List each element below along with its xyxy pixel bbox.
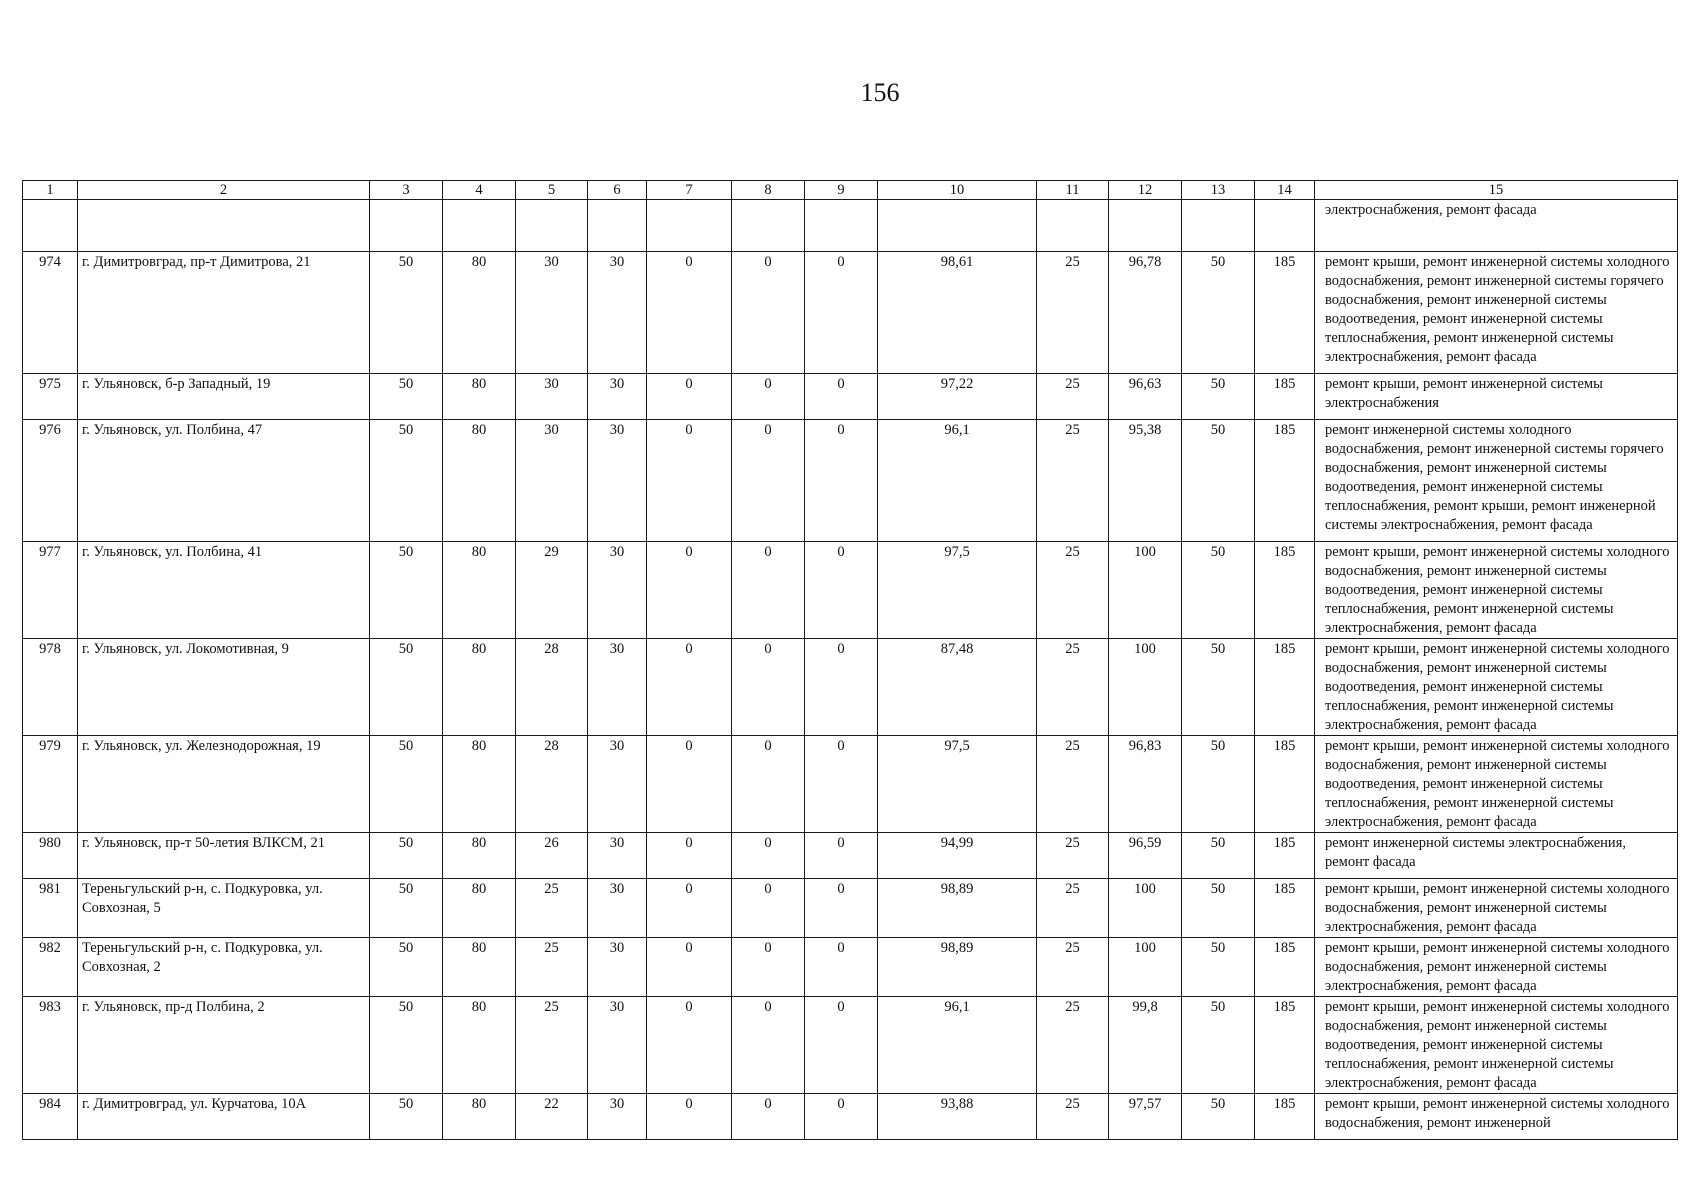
value-cell-col-11: 25 xyxy=(1037,542,1109,639)
value-cell-col-13: 50 xyxy=(1182,639,1255,736)
value-cell-col-9: 0 xyxy=(805,639,878,736)
address-cell: г. Ульяновск, ул. Полбина, 47 xyxy=(78,420,370,542)
table-row xyxy=(23,938,1678,997)
column-number-row xyxy=(23,181,1678,200)
value-cell-col-11: 25 xyxy=(1037,833,1109,879)
value-cell-col-4: 80 xyxy=(443,736,516,833)
value-cell-col-9: 0 xyxy=(805,997,878,1094)
table-header xyxy=(23,181,1678,200)
column-header-1: 1 xyxy=(23,181,78,200)
value-cell-col-7: 0 xyxy=(647,997,732,1094)
value-cell-col-9: 0 xyxy=(805,542,878,639)
value-cell-col-3: 50 xyxy=(370,736,443,833)
value-cell-col-14: 185 xyxy=(1255,420,1315,542)
value-cell-col-8: 0 xyxy=(732,374,805,420)
column-header-9: 9 xyxy=(805,181,878,200)
column-header-12: 12 xyxy=(1109,181,1182,200)
value-cell-col-5: 30 xyxy=(516,420,588,542)
page-number: 156 xyxy=(860,78,900,107)
cell-empty xyxy=(370,200,443,252)
table-body xyxy=(23,200,1678,1140)
value-cell-col-7: 0 xyxy=(647,938,732,997)
value-cell-col-11: 25 xyxy=(1037,374,1109,420)
value-cell-col-10: 97,5 xyxy=(878,542,1037,639)
value-cell-col-14: 185 xyxy=(1255,252,1315,374)
value-cell-col-4: 80 xyxy=(443,420,516,542)
value-cell-col-10: 96,1 xyxy=(878,420,1037,542)
cell-empty xyxy=(732,200,805,252)
value-cell-col-10: 87,48 xyxy=(878,639,1037,736)
works-cell: ремонт инженерной системы электроснабжения, ремонт фасада xyxy=(1315,833,1678,879)
cell-empty xyxy=(878,200,1037,252)
value-cell-col-6: 30 xyxy=(588,420,647,542)
works-cell: электроснабжения, ремонт фасада xyxy=(1315,200,1678,252)
works-cell: ремонт крыши, ремонт инженерной системы холодного водоснабжения, ремонт инженерной системы электроснабжения, ремонт фасада xyxy=(1315,879,1678,938)
value-cell-col-11: 25 xyxy=(1037,420,1109,542)
value-cell-col-8: 0 xyxy=(732,542,805,639)
works-cell: ремонт крыши, ремонт инженерной системы холодного водоснабжения, ремонт инженерной системы горячего водоснабжения, ремонт инженерной системы водоотведения, ремонт инженерной системы теплоснабжения, ремонт инженерной системы электроснабжения, ремонт фасада xyxy=(1315,252,1678,374)
value-cell-col-7: 0 xyxy=(647,542,732,639)
value-cell-col-13: 50 xyxy=(1182,542,1255,639)
address-cell: Тереньгульский р-н, с. Подкуровка, ул. Совхозная, 2 xyxy=(78,938,370,997)
works-cell: ремонт крыши, ремонт инженерной системы холодного водоснабжения, ремонт инженерной системы водоотведения, ремонт инженерной системы теплоснабжения, ремонт инженерной системы электроснабжения, ремонт фасада xyxy=(1315,542,1678,639)
cell-empty xyxy=(23,200,78,252)
address-cell: г. Ульяновск, б-р Западный, 19 xyxy=(78,374,370,420)
value-cell-col-12: 96,63 xyxy=(1109,374,1182,420)
value-cell-col-5: 22 xyxy=(516,1094,588,1140)
value-cell-col-8: 0 xyxy=(732,833,805,879)
table-row xyxy=(23,833,1678,879)
value-cell-col-5: 29 xyxy=(516,542,588,639)
value-cell-col-14: 185 xyxy=(1255,374,1315,420)
value-cell-col-11: 25 xyxy=(1037,639,1109,736)
row-number: 984 xyxy=(23,1094,78,1140)
works-cell: ремонт инженерной системы холодного водоснабжения, ремонт инженерной системы горячего водоснабжения, ремонт инженерной системы водоотведения, ремонт инженерной системы теплоснабжения, ремонт крыши, ремонт инженерной системы электроснабжения, ремонт фасада xyxy=(1315,420,1678,542)
column-header-4: 4 xyxy=(443,181,516,200)
value-cell-col-4: 80 xyxy=(443,879,516,938)
table-row xyxy=(23,639,1678,736)
row-number: 983 xyxy=(23,997,78,1094)
address-cell: г. Ульяновск, ул. Локомотивная, 9 xyxy=(78,639,370,736)
value-cell-col-8: 0 xyxy=(732,252,805,374)
value-cell-col-14: 185 xyxy=(1255,833,1315,879)
cell-empty xyxy=(1255,200,1315,252)
value-cell-col-3: 50 xyxy=(370,1094,443,1140)
value-cell-col-3: 50 xyxy=(370,639,443,736)
value-cell-col-6: 30 xyxy=(588,879,647,938)
value-cell-col-12: 100 xyxy=(1109,938,1182,997)
value-cell-col-3: 50 xyxy=(370,997,443,1094)
cell-empty xyxy=(443,200,516,252)
value-cell-col-4: 80 xyxy=(443,374,516,420)
value-cell-col-9: 0 xyxy=(805,938,878,997)
value-cell-col-3: 50 xyxy=(370,833,443,879)
cell-empty xyxy=(647,200,732,252)
works-cell: ремонт крыши, ремонт инженерной системы холодного водоснабжения, ремонт инженерной системы водоотведения, ремонт инженерной системы теплоснабжения, ремонт инженерной системы электроснабжения, ремонт фасада xyxy=(1315,736,1678,833)
value-cell-col-12: 96,78 xyxy=(1109,252,1182,374)
value-cell-col-6: 30 xyxy=(588,374,647,420)
value-cell-col-10: 98,89 xyxy=(878,938,1037,997)
value-cell-col-7: 0 xyxy=(647,420,732,542)
value-cell-col-13: 50 xyxy=(1182,374,1255,420)
value-cell-col-7: 0 xyxy=(647,833,732,879)
value-cell-col-9: 0 xyxy=(805,420,878,542)
row-number: 980 xyxy=(23,833,78,879)
works-cell: ремонт крыши, ремонт инженерной системы холодного водоснабжения, ремонт инженерной системы электроснабжения, ремонт фасада xyxy=(1315,938,1678,997)
value-cell-col-4: 80 xyxy=(443,542,516,639)
value-cell-col-5: 25 xyxy=(516,938,588,997)
value-cell-col-4: 80 xyxy=(443,1094,516,1140)
value-cell-col-5: 25 xyxy=(516,997,588,1094)
continuation-row xyxy=(23,200,1678,252)
value-cell-col-12: 96,59 xyxy=(1109,833,1182,879)
value-cell-col-4: 80 xyxy=(443,997,516,1094)
value-cell-col-7: 0 xyxy=(647,1094,732,1140)
value-cell-col-4: 80 xyxy=(443,639,516,736)
column-header-5: 5 xyxy=(516,181,588,200)
table-row xyxy=(23,1094,1678,1140)
row-number: 974 xyxy=(23,252,78,374)
value-cell-col-8: 0 xyxy=(732,420,805,542)
value-cell-col-14: 185 xyxy=(1255,736,1315,833)
value-cell-col-10: 97,22 xyxy=(878,374,1037,420)
row-number: 981 xyxy=(23,879,78,938)
address-cell: г. Димитровград, ул. Курчатова, 10А xyxy=(78,1094,370,1140)
value-cell-col-7: 0 xyxy=(647,639,732,736)
value-cell-col-5: 28 xyxy=(516,736,588,833)
table-row xyxy=(23,736,1678,833)
address-cell: Тереньгульский р-н, с. Подкуровка, ул. Совхозная, 5 xyxy=(78,879,370,938)
value-cell-col-14: 185 xyxy=(1255,1094,1315,1140)
value-cell-col-8: 0 xyxy=(732,639,805,736)
value-cell-col-8: 0 xyxy=(732,938,805,997)
value-cell-col-10: 94,99 xyxy=(878,833,1037,879)
row-number: 976 xyxy=(23,420,78,542)
cell-empty xyxy=(78,200,370,252)
row-number: 978 xyxy=(23,639,78,736)
address-cell: г. Ульяновск, ул. Железнодорожная, 19 xyxy=(78,736,370,833)
value-cell-col-11: 25 xyxy=(1037,938,1109,997)
value-cell-col-3: 50 xyxy=(370,252,443,374)
value-cell-col-14: 185 xyxy=(1255,879,1315,938)
value-cell-col-11: 25 xyxy=(1037,997,1109,1094)
value-cell-col-3: 50 xyxy=(370,420,443,542)
address-cell: г. Ульяновск, ул. Полбина, 41 xyxy=(78,542,370,639)
cell-empty xyxy=(588,200,647,252)
value-cell-col-10: 98,89 xyxy=(878,879,1037,938)
value-cell-col-10: 96,1 xyxy=(878,997,1037,1094)
repair-register-table xyxy=(22,180,1678,1140)
value-cell-col-6: 30 xyxy=(588,542,647,639)
value-cell-col-14: 185 xyxy=(1255,639,1315,736)
value-cell-col-6: 30 xyxy=(588,736,647,833)
value-cell-col-12: 100 xyxy=(1109,542,1182,639)
cell-empty xyxy=(1109,200,1182,252)
value-cell-col-9: 0 xyxy=(805,833,878,879)
value-cell-col-3: 50 xyxy=(370,879,443,938)
value-cell-col-12: 96,83 xyxy=(1109,736,1182,833)
table-row xyxy=(23,879,1678,938)
works-cell: ремонт крыши, ремонт инженерной системы холодного водоснабжения, ремонт инженерной системы водоотведения, ремонт инженерной системы теплоснабжения, ремонт инженерной системы электроснабжения, ремонт фасада xyxy=(1315,997,1678,1094)
address-cell: г. Ульяновск, пр-т 50-летия ВЛКСМ, 21 xyxy=(78,833,370,879)
address-cell: г. Димитровград, пр-т Димитрова, 21 xyxy=(78,252,370,374)
value-cell-col-8: 0 xyxy=(732,1094,805,1140)
table-row xyxy=(23,997,1678,1094)
value-cell-col-13: 50 xyxy=(1182,879,1255,938)
cell-empty xyxy=(805,200,878,252)
value-cell-col-12: 97,57 xyxy=(1109,1094,1182,1140)
value-cell-col-7: 0 xyxy=(647,879,732,938)
value-cell-col-3: 50 xyxy=(370,374,443,420)
value-cell-col-4: 80 xyxy=(443,938,516,997)
value-cell-col-9: 0 xyxy=(805,252,878,374)
value-cell-col-4: 80 xyxy=(443,833,516,879)
value-cell-col-14: 185 xyxy=(1255,938,1315,997)
value-cell-col-11: 25 xyxy=(1037,1094,1109,1140)
value-cell-col-5: 25 xyxy=(516,879,588,938)
value-cell-col-13: 50 xyxy=(1182,833,1255,879)
value-cell-col-8: 0 xyxy=(732,879,805,938)
column-header-13: 13 xyxy=(1182,181,1255,200)
value-cell-col-9: 0 xyxy=(805,374,878,420)
value-cell-col-13: 50 xyxy=(1182,938,1255,997)
works-cell: ремонт крыши, ремонт инженерной системы электроснабжения xyxy=(1315,374,1678,420)
column-header-15: 15 xyxy=(1315,181,1678,200)
value-cell-col-10: 98,61 xyxy=(878,252,1037,374)
value-cell-col-13: 50 xyxy=(1182,736,1255,833)
value-cell-col-3: 50 xyxy=(370,542,443,639)
value-cell-col-6: 30 xyxy=(588,639,647,736)
value-cell-col-6: 30 xyxy=(588,1094,647,1140)
column-header-6: 6 xyxy=(588,181,647,200)
table-row xyxy=(23,252,1678,374)
cell-empty xyxy=(1037,200,1109,252)
value-cell-col-8: 0 xyxy=(732,997,805,1094)
value-cell-col-6: 30 xyxy=(588,252,647,374)
column-header-3: 3 xyxy=(370,181,443,200)
table-row xyxy=(23,420,1678,542)
column-header-2: 2 xyxy=(78,181,370,200)
value-cell-col-9: 0 xyxy=(805,1094,878,1140)
table-row xyxy=(23,542,1678,639)
value-cell-col-12: 100 xyxy=(1109,879,1182,938)
value-cell-col-13: 50 xyxy=(1182,252,1255,374)
value-cell-col-10: 97,5 xyxy=(878,736,1037,833)
value-cell-col-9: 0 xyxy=(805,879,878,938)
value-cell-col-13: 50 xyxy=(1182,420,1255,542)
value-cell-col-12: 99,8 xyxy=(1109,997,1182,1094)
value-cell-col-4: 80 xyxy=(443,252,516,374)
value-cell-col-6: 30 xyxy=(588,938,647,997)
value-cell-col-5: 30 xyxy=(516,374,588,420)
cell-empty xyxy=(516,200,588,252)
row-number: 979 xyxy=(23,736,78,833)
value-cell-col-13: 50 xyxy=(1182,997,1255,1094)
cell-empty xyxy=(1182,200,1255,252)
value-cell-col-8: 0 xyxy=(732,736,805,833)
table-row xyxy=(23,374,1678,420)
value-cell-col-5: 30 xyxy=(516,252,588,374)
column-header-8: 8 xyxy=(732,181,805,200)
value-cell-col-12: 95,38 xyxy=(1109,420,1182,542)
value-cell-col-6: 30 xyxy=(588,833,647,879)
value-cell-col-7: 0 xyxy=(647,252,732,374)
value-cell-col-14: 185 xyxy=(1255,542,1315,639)
works-cell: ремонт крыши, ремонт инженерной системы холодного водоснабжения, ремонт инженерной xyxy=(1315,1094,1678,1140)
row-number: 977 xyxy=(23,542,78,639)
value-cell-col-9: 0 xyxy=(805,736,878,833)
works-cell: ремонт крыши, ремонт инженерной системы холодного водоснабжения, ремонт инженерной системы водоотведения, ремонт инженерной системы теплоснабжения, ремонт инженерной системы электроснабжения, ремонт фасада xyxy=(1315,639,1678,736)
value-cell-col-7: 0 xyxy=(647,736,732,833)
column-header-7: 7 xyxy=(647,181,732,200)
value-cell-col-5: 26 xyxy=(516,833,588,879)
value-cell-col-14: 185 xyxy=(1255,997,1315,1094)
value-cell-col-6: 30 xyxy=(588,997,647,1094)
value-cell-col-11: 25 xyxy=(1037,879,1109,938)
value-cell-col-13: 50 xyxy=(1182,1094,1255,1140)
value-cell-col-10: 93,88 xyxy=(878,1094,1037,1140)
value-cell-col-11: 25 xyxy=(1037,252,1109,374)
value-cell-col-11: 25 xyxy=(1037,736,1109,833)
column-header-10: 10 xyxy=(878,181,1037,200)
column-header-14: 14 xyxy=(1255,181,1315,200)
value-cell-col-12: 100 xyxy=(1109,639,1182,736)
column-header-11: 11 xyxy=(1037,181,1109,200)
address-cell: г. Ульяновск, пр-д Полбина, 2 xyxy=(78,997,370,1094)
value-cell-col-7: 0 xyxy=(647,374,732,420)
row-number: 982 xyxy=(23,938,78,997)
value-cell-col-5: 28 xyxy=(516,639,588,736)
table-container xyxy=(22,180,1677,1140)
row-number: 975 xyxy=(23,374,78,420)
value-cell-col-3: 50 xyxy=(370,938,443,997)
